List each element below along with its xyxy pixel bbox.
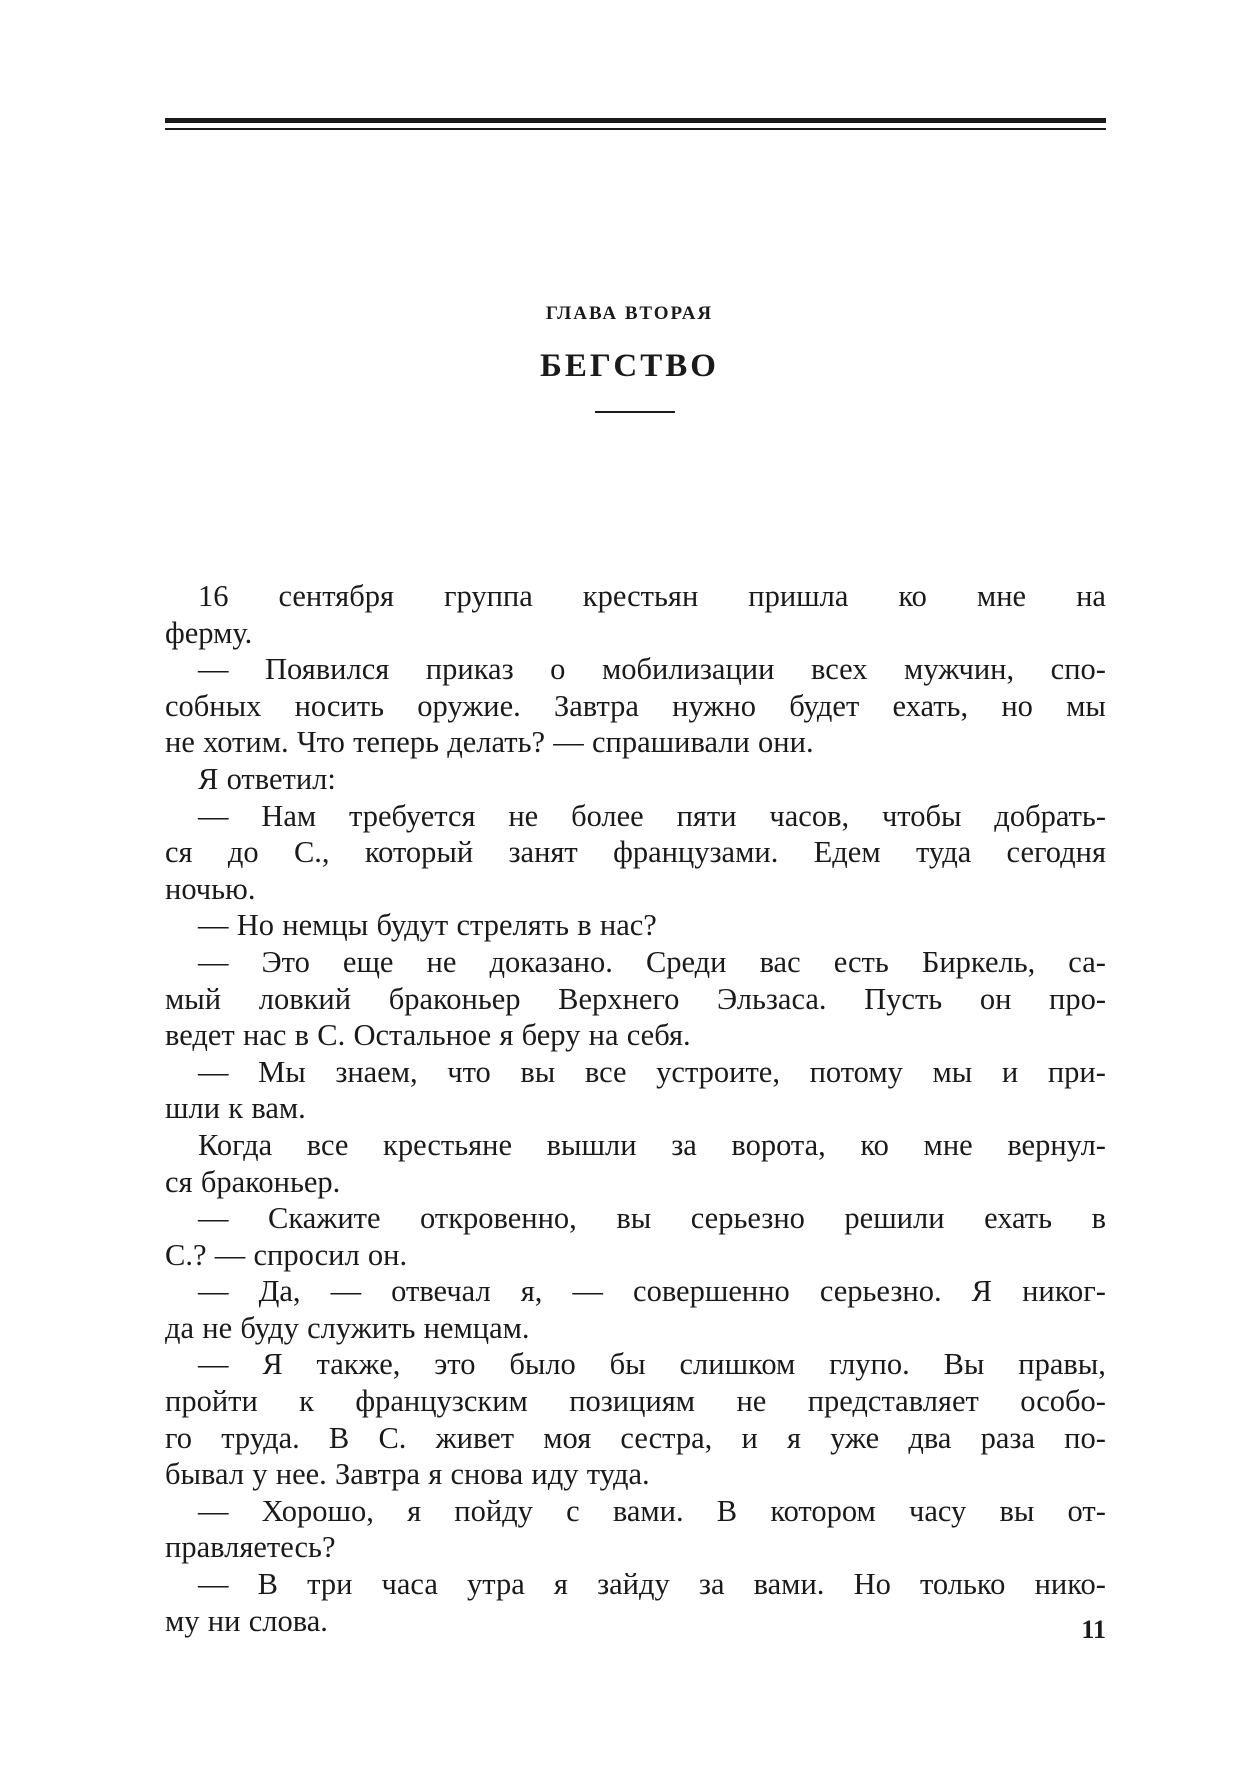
text-line: — Я также, это было бы слишком глупо. Вы правы, — [198, 1347, 1106, 1382]
text-line: — Нам требуется не более пяти часов, чтобы добрать- — [198, 798, 1106, 833]
text-line: — Скажите откровенно, вы серьезно решили ехать в — [198, 1201, 1106, 1236]
text-line: Когда все крестьяне вышли за ворота, ко мне вернул- — [198, 1127, 1106, 1162]
top-rule-thin — [165, 128, 1106, 130]
text-line: да не буду служить немцам. — [165, 1310, 530, 1345]
text-line: ся браконьер. — [165, 1164, 341, 1199]
top-rule-thick — [165, 118, 1106, 123]
text-line: собных носить оружие. Завтра нужно будет ехать, но мы — [165, 688, 1106, 723]
text-line: — Это еще не доказано. Среди вас есть Биркель, са- — [198, 944, 1106, 979]
text-line: шли к вам. — [165, 1091, 306, 1126]
text-line: ферму. — [165, 615, 253, 650]
text-line: ведет нас в С. Остальное я беру на себя. — [165, 1018, 691, 1053]
text-line: не хотим. Что теперь делать? — спрашивали они. — [165, 725, 814, 760]
text-line: 16 сентября группа крестьян пришла ко мне на — [198, 579, 1106, 613]
text-line: С.? — спросил он. — [165, 1237, 408, 1272]
text-line: бывал у нее. Завтра я снова иду туда. — [165, 1457, 650, 1492]
text-line: ночью. — [165, 871, 256, 906]
chapter-title: БЕГСТВО — [540, 348, 719, 384]
text-line: — Появился приказ о мобилизации всех мужчин, спо- — [198, 652, 1106, 687]
text-line: Я ответил: — [198, 761, 336, 796]
chapter-label: ГЛАВА ВТОРАЯ — [545, 303, 714, 324]
text-line: пройти к французским позициям не представляет особо- — [165, 1384, 1106, 1419]
text-line: ся до С., который занят французами. Едем туда сегодня — [165, 835, 1106, 870]
page-number: 11 — [1081, 1615, 1106, 1644]
text-line: — Мы знаем, что вы все устроите, потому мы и при- — [198, 1054, 1106, 1089]
text-line: — В три часа утра я зайду за вами. Но только нико- — [198, 1567, 1106, 1602]
text-line: — Но немцы будут стрелять в нас? — [198, 908, 657, 943]
text-line: — Да, — отвечал я, — совершенно серьезно. Я никог- — [198, 1274, 1106, 1309]
text-line: мый ловкий браконьер Верхнего Эльзаса. Пусть он про- — [165, 981, 1106, 1016]
text-line: — Хорошо, я пойду с вами. В котором часу вы от- — [198, 1493, 1106, 1528]
body-text — [165, 578, 1106, 1639]
text-line: правляетесь? — [165, 1530, 336, 1565]
text-line: го труда. В С. живет моя сестра, и я уже два раза по- — [165, 1420, 1106, 1455]
text-line: му ни слова. — [165, 1603, 328, 1638]
title-divider — [595, 411, 675, 413]
